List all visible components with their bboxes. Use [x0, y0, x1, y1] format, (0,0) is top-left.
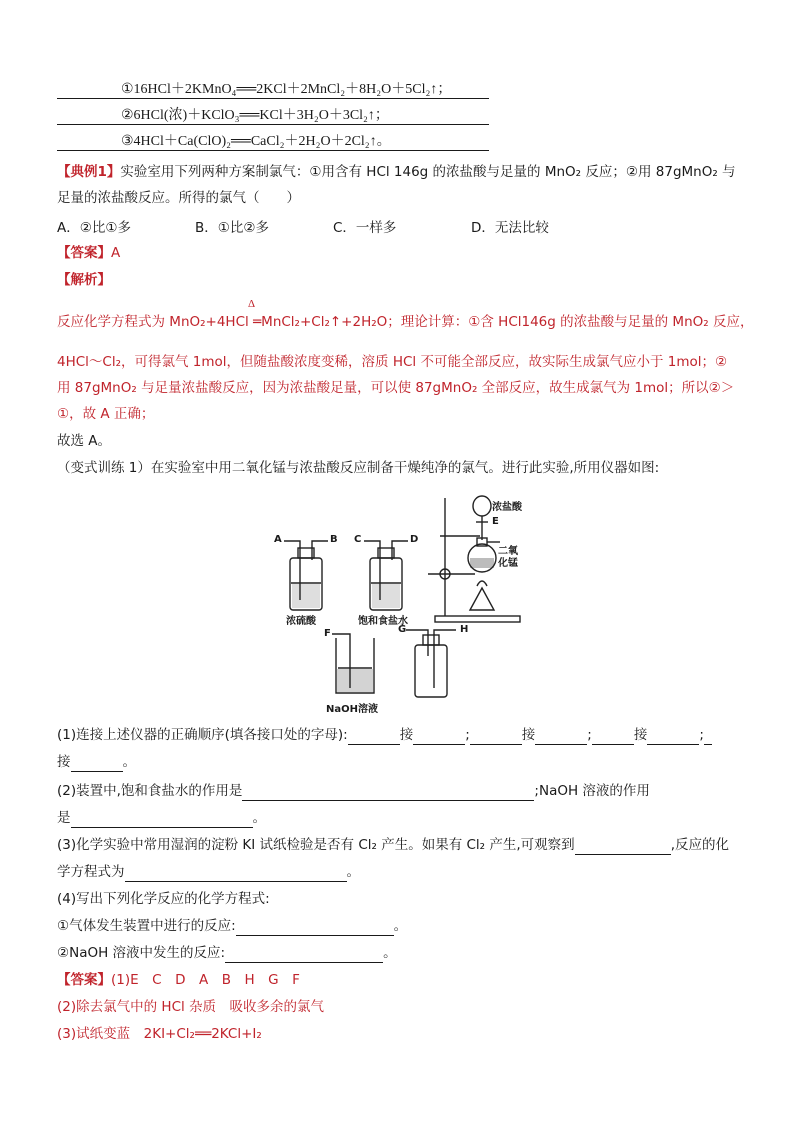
q4-2-blank[interactable]	[225, 948, 383, 963]
equation-3: ③4HCl＋Ca(ClO)₂══CaCl₂＋2H₂O＋2Cl₂↑。	[121, 134, 391, 149]
label-bottle1: 浓硫酸	[286, 616, 316, 627]
analysis-line-4: ①，故 A 正确；	[57, 406, 155, 422]
q1-connect-3: 接	[633, 727, 648, 743]
label-flask: 二氧化锰	[498, 546, 518, 569]
question-2-cont	[57, 808, 266, 828]
equation-2: ②6HCl(浓)＋KClO₃══KCl＋3H₂O＋3Cl₂↑；	[121, 108, 389, 123]
q3-end: 。	[346, 864, 360, 880]
choice-d: D．无法比较	[471, 220, 549, 236]
q1-blank-6[interactable]	[647, 730, 699, 745]
delta-mark: Δ	[248, 298, 256, 310]
q1-blank-4[interactable]	[535, 730, 587, 745]
example-stem-1	[57, 162, 736, 182]
variant-answer-1-text: (1)E C D A B H G F	[111, 972, 300, 988]
variant-intro: （变式训练 1）在实验室中用二氧化锰与浓盐酸反应制备干燥纯净的氯气。进行此实验,所用仪器如图:	[57, 460, 660, 476]
choice-a: A．②比①多	[57, 220, 131, 236]
q1-blank-8[interactable]	[71, 757, 123, 772]
q1-blank-7[interactable]	[704, 730, 712, 745]
example-answer	[57, 243, 120, 263]
choice-c: C．一样多	[333, 220, 397, 236]
q4-2-end: 。	[383, 945, 397, 961]
apparatus-figure	[270, 488, 530, 718]
variant-answer-tag: 【答案】	[57, 972, 111, 988]
equation-1: ①16HCl＋2KMnO₄══2KCl＋2MnCl₂＋8H₂O＋5Cl₂↑；	[121, 82, 452, 97]
label-h: H	[460, 624, 469, 635]
q1-text: (1)连接上述仪器的正确顺序(填各接口处的字母):	[57, 727, 348, 743]
equation-line-1	[57, 76, 489, 99]
q1-blank-3[interactable]	[470, 730, 522, 745]
label-c: C	[354, 534, 362, 545]
question-4-2	[57, 943, 397, 963]
q4-1-end: 。	[393, 918, 408, 934]
example-answer-tag: 【答案】	[57, 245, 111, 261]
equation-line-3	[57, 128, 489, 151]
q2-end: 。	[252, 810, 266, 826]
example-analysis-tag: 【解析】	[57, 272, 111, 288]
q1-connect-2: 接	[521, 727, 536, 743]
q1-blank-2[interactable]	[413, 730, 465, 745]
q1-sep-2: ;	[587, 727, 592, 743]
question-3-cont	[57, 862, 360, 882]
question-4: (4)写出下列化学反应的化学方程式:	[57, 891, 270, 907]
q1-end: 。	[122, 754, 136, 770]
q4-1-text: ①气体发生装置中进行的反应:	[57, 918, 236, 934]
q3-blank-2[interactable]	[125, 867, 347, 882]
q1-sep-3: ;	[699, 727, 704, 743]
q2-text-b: ;NaOH 溶液的作用	[534, 783, 650, 799]
analysis-conclusion: 故选 A。	[57, 433, 112, 449]
label-d: D	[410, 534, 419, 545]
choice-b: B．①比②多	[195, 220, 269, 236]
analysis-line-1: 反应化学方程式为 MnO₂+4HCl ═MnCl₂+Cl₂↑+2H₂O；理论计算：①含 HCl146g 的浓盐酸与足量的 MnO₂ 反应，	[57, 314, 754, 330]
equation-line-2	[57, 102, 489, 125]
q4-1-blank[interactable]	[236, 921, 394, 936]
q2-text-c: 是	[57, 810, 71, 826]
example-answer-value: A	[111, 245, 121, 261]
q2-text: (2)装置中,饱和食盐水的作用是	[57, 783, 243, 799]
q1-sep-1: ;	[465, 727, 470, 743]
q3-text-b: ,反应的化	[670, 837, 729, 853]
label-b: B	[330, 534, 338, 545]
question-2	[57, 781, 650, 801]
variant-answer-2: (2)除去氯气中的 HCl 杂质 吸收多余的氯气	[57, 999, 325, 1015]
variant-answer-1	[57, 970, 300, 990]
q1-blank-1[interactable]	[348, 730, 400, 745]
q3-text-c: 学方程式为	[57, 864, 125, 880]
variant-answer-3: (3)试纸变蓝 2KI+Cl₂══2KCl+I₂	[57, 1026, 262, 1042]
q1-blank-5[interactable]	[592, 730, 634, 745]
q3-text: (3)化学实验中常用湿润的淀粉 KI 试纸检验是否有 Cl₂ 产生。如果有 Cl₂ 产生,可观察到	[57, 837, 575, 853]
q1-connect-4: 接	[57, 754, 71, 770]
apparatus-drawing	[270, 488, 530, 718]
q3-blank-1[interactable]	[575, 840, 671, 855]
analysis-line-3: 用 87gMnO₂ 与足量浓盐酸反应，因为浓盐酸足量，可以使 87gMnO₂ 全部反应，故生成氯气为 1mol；所以②＞	[57, 380, 735, 396]
label-funnel: 浓盐酸	[492, 502, 522, 513]
analysis-line-2: 4HCl～Cl₂，可得氯气 1mol，但随盐酸浓度变稀，溶质 HCl 不可能全部反应，故实际生成氯气应小于 1mol；②	[57, 354, 728, 370]
label-beaker: NaOH溶液	[326, 704, 378, 715]
question-4-1	[57, 916, 407, 936]
example-stem-text-1: 实验室用下列两种方案制氯气：①用含有 HCl 146g 的浓盐酸与足量的 MnO₂ 反应；②用 87gMnO₂ 与	[120, 164, 736, 180]
question-1	[57, 725, 712, 745]
question-3	[57, 835, 729, 855]
q2-blank-1[interactable]	[242, 786, 534, 801]
label-g: G	[398, 624, 407, 635]
label-bottle2: 饱和食盐水	[358, 616, 408, 627]
question-1-cont	[57, 752, 136, 772]
label-f: F	[324, 628, 331, 639]
example-tag: 【典例1】	[57, 164, 121, 180]
q4-2-text: ②NaOH 溶液中发生的反应:	[57, 945, 226, 961]
q2-blank-2[interactable]	[71, 813, 253, 828]
example-stem-2: 足量的浓盐酸反应。所得的氯气（ ）	[57, 190, 300, 206]
label-a: A	[274, 534, 282, 545]
label-e: E	[492, 516, 499, 527]
q1-connect-1: 接	[399, 727, 414, 743]
